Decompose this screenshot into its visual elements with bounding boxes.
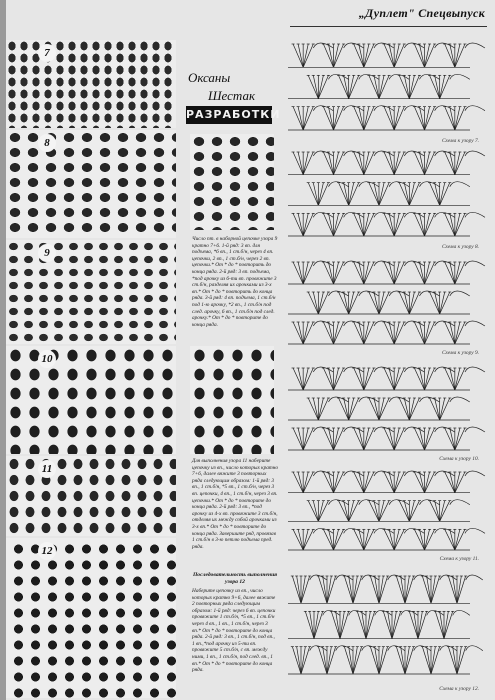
- swatch-8: [6, 130, 176, 240]
- diagram-11: [284, 468, 484, 554]
- detail-photo-10: [190, 346, 274, 454]
- swatch-number: 9: [38, 244, 56, 262]
- swatch-number: 12: [38, 542, 56, 560]
- swatch-12: [6, 538, 176, 700]
- swatch-7: [6, 40, 176, 130]
- pattern-9-description: Число пт. в наборной цепочке узора 9 кратно 7+6. 1-й ряд: 3 вп. для подъема, *6 вп., 1 ст.б/н, через 4 вп. цепочки, 2 вп., 1 ст.б/н, через 2 вп. цепочки.* От * до * повторить до конца ряда. 2-й ряд: 3 вп. подъема, *под арочку из 6-ти вп. провяжите 3 ст.б/н, разделяя их арочками из 3-х вп.* От * до * повторить до конца ряда. 3-й ряд: 4 вп. подъема, 1 ст.б/н под 1-ю арочку, *2 вп., 1 ст.б/н под след. арочку, 6 вп., 1 ст.б/н под след. арочку.* От * до * повторите до конца ряда.: [192, 236, 279, 328]
- pattern-12-title: Последовательность выполнения узора 12: [192, 572, 278, 585]
- diagram-12: [284, 572, 484, 678]
- logo-script-line2: Шестак: [208, 88, 256, 103]
- diagram-10: [284, 364, 484, 454]
- swatch-11: [6, 456, 176, 538]
- caption-9: Схема к узору 9.: [441, 350, 479, 356]
- caption-11: Схема к узору 11.: [439, 556, 479, 562]
- swatch-10: [6, 346, 176, 456]
- logo-box: РАЗРАБОТКИ: [186, 106, 272, 124]
- detail-photo-8: [190, 134, 274, 230]
- diagram-10-svg: [284, 364, 474, 454]
- caption-10: Схема к узору 10.: [439, 456, 479, 462]
- swatch-number: 8: [38, 134, 56, 152]
- diagram-9-svg: [284, 258, 474, 348]
- logo-script-line1: Оксаны: [188, 70, 231, 85]
- diagram-7: [284, 40, 484, 136]
- diagram-11-svg: [284, 468, 474, 554]
- swatch-number: 11: [38, 460, 56, 478]
- caption-7: Схема к узору 7.: [441, 138, 479, 144]
- caption-12: Схема к узору 12.: [439, 686, 479, 692]
- swatch-number: 7: [38, 44, 56, 62]
- caption-8: Схема к узору 8.: [441, 244, 479, 250]
- swatch-9: [6, 240, 176, 346]
- diagram-12-svg: [284, 572, 474, 678]
- diagram-9: [284, 258, 484, 348]
- pattern-12-description: Наберите цепочку из вп., число которых кратно 9+6, далее вяжите 2 повторных ряда следующим образом: 1-й ряд: через 6 вп. цепочки провяжите 1 ст.б/н, *5 вп., 1 ст.б/н через 4 вп., 1 вп., 1 ст.б/н, через 3 вп.* От * до * повторите до конца ряда. 2-й ряд: 3 вп., 1 ст.б/н, под вп., 1 вп.,*под арочку из 5-ти вп. провяжите 5 ст.б/н, с вп. между ними, 1 вп., 1 ст.б/н, под след. вп., 1 вп.* От * до * повторите до конца ряда.: [192, 588, 277, 674]
- swatch-number: 10: [38, 350, 56, 368]
- pattern-11-description: Для выполнения узора 11 наберите цепочку из вп., число которых кратно 7+6, далее вяжите 3 повторных ряда следующим образом: 1-й ряд: 3 вп., 1 ст.б/н, *5 вп., 1 ст.б/н, через 3 вп. цепочки, 4 вп., 1 ст.б/н, через 3 вп. цепочки.* От * до * повторите до конца ряда. 2-й ряд: 3 вп., *под арочку из 4-х вп. провяжите 3 ст.б/н, отделяя их между собой арочками из 3-х вп.* От * до * повторите до конца ряда. Завершите ряд, провязав 1 ст.б/н в 3-ю петлю подъема пред. ряда.: [192, 458, 280, 550]
- diagram-8: [284, 148, 484, 240]
- header-rule: [290, 26, 487, 27]
- page-header: „Дуплет" Спецвыпуск: [358, 6, 485, 20]
- diagram-7-svg: [284, 40, 474, 134]
- diagram-8-svg: [284, 148, 474, 240]
- section-logo: [184, 66, 281, 128]
